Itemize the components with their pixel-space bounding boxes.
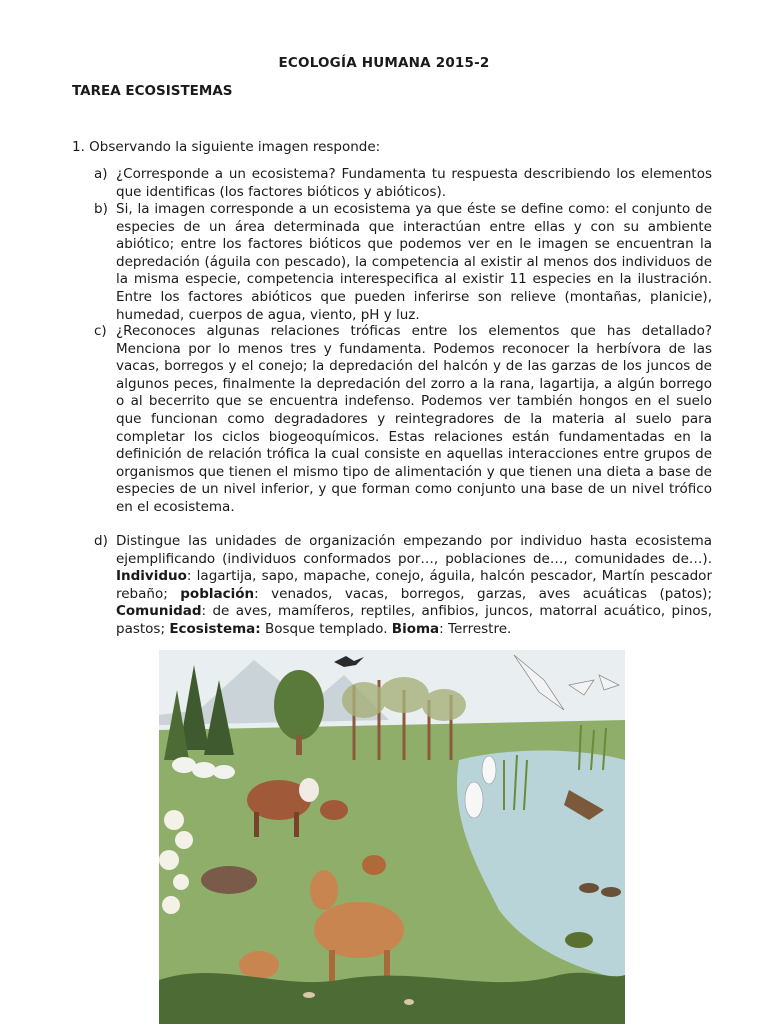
item-c-text: ¿Reconoces algunas relaciones tróficas entre los elementos que has detallado? Menciona por lo menos tres y fundamenta. Podemos reconocer la herbívora de las vacas, borregos y el conejo; la depredación del halcón y de las garzas de los juncos de algunos peces, finalmente la depredación del zorro a la rana, lagartija, a algún borrego o al becerrito que se encuentra indefenso. Podemos ver también hongos en el suelo que funcionan como degradadores y reintegradores de la materia al suelo para completar los ciclos biogeoquímicos. Estas relaciones están fundamentadas en la definición de relación trófica la cual consiste en aquellas interacciones entre grupos de organismos que tienen el mismo tipo de alimentación y que tienen una dieta a base de especies de un nivel inferior, y que forman como conjunto una base de un nivel trófico en el ecosistema. — [116, 323, 712, 515]
rabbit — [362, 855, 386, 875]
ecosystem-illustration-svg — [159, 650, 625, 1024]
comunidad-text: : de aves, mamíferos, reptiles, anfibios, juncos, matorral acuático, pinos, pastos; — [116, 603, 712, 637]
foreground-grass — [159, 973, 625, 1024]
item-a-label: a) — [94, 166, 108, 182]
question-1: 1. Observando la siguiente imagen responde: — [72, 139, 381, 155]
item-a — [94, 166, 712, 201]
item-c-label: c) — [94, 323, 107, 339]
comunidad-label: Comunidad — [116, 603, 202, 620]
frog — [565, 932, 593, 948]
item-b-text: Si, la imagen corresponde a un ecosistema ya que éste se define como: el conjunto de especies de un área determinada que interactúan entre ellas y con su ambiente abiótico; entre los factores bióticos que podemos ver en le imagen se encuentran la depredación (águila con pescado), la competencia al existir al menos dos individuos de la misma especie, competencia interespecifica al existir 11 especies en la ilustración. Entre los factores abióticos que pueden inferirse son relieve (montañas, planicie), humedad, cuerpos de agua, viento, pH y luz. — [116, 201, 712, 323]
calf — [320, 800, 348, 820]
ecosistema-text: Bosque templado. — [260, 620, 392, 637]
bioma-text: : Terrestre. — [439, 620, 512, 637]
item-d — [94, 533, 712, 639]
item-d-label: d) — [94, 533, 108, 549]
item-b — [94, 201, 712, 324]
document-title: ECOLOGÍA HUMANA 2015-2 — [278, 55, 490, 71]
individuo-text: : lagartija, sapo, mapache, conejo, águila, halcón pescador, Martín pescador rebaño; — [116, 568, 712, 602]
fawn — [239, 951, 279, 979]
poblacion-text: : venados, vacas, borregos, garzas, aves acuáticas (patos); — [254, 585, 712, 602]
ecosystem-illustration — [159, 650, 625, 1024]
ecosistema-label: Ecosistema: — [169, 620, 261, 637]
individuo-label: Individuo — [116, 568, 187, 585]
document-subtitle: TAREA ECOSISTEMAS — [72, 83, 233, 99]
item-d-intro: Distingue las unidades de organización empezando por individuo hasta ecosistema ejemplificando (individuos conformados por…, poblaciones de…, comunidades de…). — [116, 533, 712, 567]
poblacion-label: población — [180, 585, 255, 602]
raccoon — [201, 866, 257, 894]
item-b-label: b) — [94, 201, 108, 217]
bioma-label: Bioma — [391, 620, 440, 637]
item-a-text: ¿Corresponde a un ecosistema? Fundamenta tu respuesta describiendo los elementos que identificas (los factores bióticos y abióticos). — [116, 166, 712, 200]
item-c — [94, 323, 712, 517]
item-d-text — [116, 533, 712, 639]
